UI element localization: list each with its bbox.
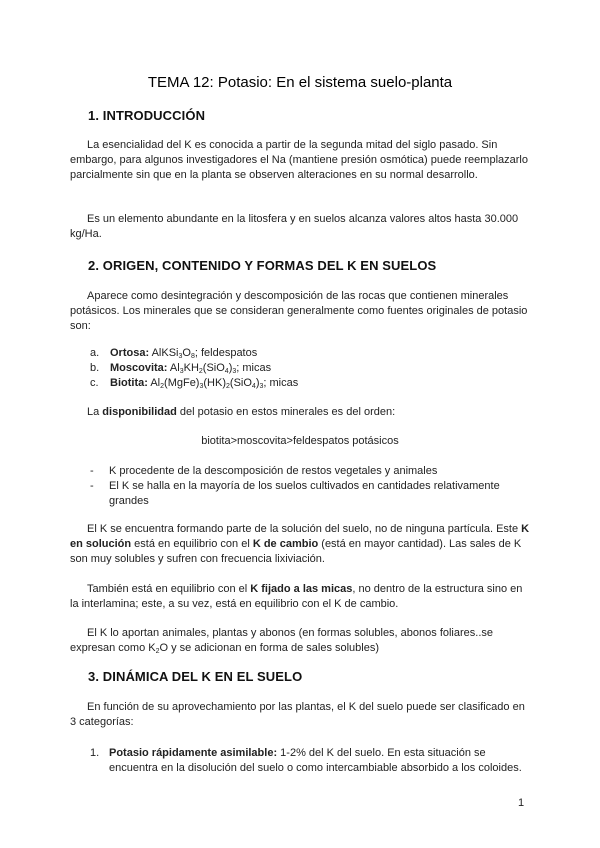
list-marker: c.: [90, 377, 99, 389]
paragraph-intro-2: [70, 212, 530, 242]
paragraph-intro-2-text: Es un elemento abundante en la litosfera y en suelos alcanza valores altos hasta 30.000 kg/Ha.: [70, 213, 519, 240]
mineral-item-text: [110, 361, 271, 376]
formula-sub: 2: [198, 368, 203, 375]
page-number: 1: [518, 797, 525, 809]
page-title: TEMA 12: Potasio: En el sistema suelo-planta: [147, 74, 453, 91]
paragraph-dinamica-1: [70, 700, 530, 730]
numbered-item-1: [109, 746, 534, 776]
formula-part: O: [182, 347, 191, 359]
text-part: El K lo aportan animales, plantas y abonos (en formas solubles, abonos foliares..se expresan como K: [70, 627, 494, 654]
text-part: 1-2% del K del suelo. En esta situación se encuentra en la disolución del suelo o como intercambiable absorbido a los coloides.: [109, 747, 522, 774]
formula-sub: 2: [226, 383, 230, 390]
text-part: (está en mayor cantidad). Las sales de K son muy solubles y sufren con frecuencia lixiviación.: [70, 538, 522, 565]
formula-part: (HK): [203, 377, 226, 389]
formula-part: AlKSi: [149, 347, 179, 359]
paragraph-k-fijado: [70, 582, 530, 612]
mineral-item-biotita: [90, 376, 490, 391]
text-part: O y se adicionan en forma de sales solubles): [159, 642, 380, 654]
formula-sub: 3: [199, 383, 204, 390]
text-part: También está en equilibrio con el: [87, 583, 251, 595]
bold-term: Potasio rápidamente asimilable:: [109, 747, 278, 759]
formula-part: Al: [167, 362, 180, 374]
mineral-item-moscovita: [90, 361, 490, 376]
bold-term: K en solución: [70, 523, 530, 550]
formula-sub: 2: [155, 648, 160, 655]
dash-item-2: El K se halla en la mayoría de los suelos cultivados en cantidades relativamente grandes: [109, 480, 500, 507]
paragraph-intro-1: [70, 138, 530, 183]
mineral-name: Ortosa:: [110, 347, 150, 359]
mineral-desc: ; micas: [263, 377, 299, 389]
dash-item-1: K procedente de la descomposición de restos vegetales y animales: [109, 465, 438, 477]
bold-term: K fijado a las micas: [250, 583, 353, 595]
heading-introduccion: 1. INTRODUCCIÓN: [88, 108, 206, 123]
text-part: del potasio en estos minerales es del orden:: [176, 406, 396, 418]
formula-sub: 2: [160, 383, 165, 390]
mineral-item-ortosa: [90, 346, 490, 361]
formula-part: KH: [183, 362, 199, 374]
formula-sub: 4: [251, 383, 256, 390]
mineral-item-text: [110, 376, 298, 391]
mineral-item-text: [110, 346, 257, 361]
text-part: La: [87, 406, 103, 418]
bold-term: disponibilidad: [102, 406, 177, 418]
formula-sub: 3: [232, 368, 237, 375]
list-marker: b.: [90, 362, 100, 374]
dash-marker: -: [90, 465, 94, 477]
mineral-name: Moscovita:: [110, 362, 168, 374]
formula-part: ): [255, 377, 260, 389]
paragraph-dinamica-1-text: En función de su aprovechamiento por las plantas, el K del suelo puede ser clasificado en 3 categorías:: [70, 701, 525, 728]
heading-origen: 2. ORIGEN, CONTENIDO Y FORMAS DEL K EN SUELOS: [88, 258, 437, 273]
formula-sub: 3: [178, 353, 183, 360]
mineral-desc: ; micas: [236, 362, 272, 374]
paragraph-k-aporte: [70, 626, 530, 656]
paragraph-origen-1-text: Aparece como desintegración y descomposición de las rocas que contienen minerales potásicos. Los minerales que se consideran generalmente como fuentes originales de potasio son:: [70, 290, 528, 332]
paragraph-k-solucion: [70, 522, 530, 567]
formula-part: (SiO: [202, 362, 225, 374]
formula-part: Al: [147, 377, 161, 389]
mineral-desc: ; feldespatos: [194, 347, 258, 359]
formula-sub: 3: [259, 383, 264, 390]
paragraph-intro-1-text: La esencialidad del K es conocida a partir de la segunda mitad del siglo pasado. Sin embargo, para algunos investigadores el Na (mantiene presión osmótica) puede reemplazarlo parcialmente sin que en la planta se observen alteraciones en su normal desarrollo.: [70, 139, 528, 181]
formula-part: (MgFe): [164, 377, 200, 389]
list-number: 1.: [90, 747, 100, 759]
heading-dinamica: 3. DINÁMICA DEL K EN EL SUELO: [88, 669, 303, 684]
paragraph-origen-1: [70, 289, 530, 334]
list-marker: a.: [90, 347, 100, 359]
bold-term: K de cambio: [252, 538, 319, 550]
text-part: , no dentro de la estructura sino en la interlamina; este, a su vez, está en equilibrio con el K de cambio.: [70, 583, 523, 610]
formula-sub: 8: [190, 353, 195, 360]
mineral-name: Biotita:: [110, 377, 148, 389]
dash-marker: -: [90, 480, 94, 492]
formula-part: (SiO: [229, 377, 252, 389]
paragraph-disponibilidad: [70, 405, 530, 420]
formula-sub: 3: [179, 368, 184, 375]
text-part: está en equilibrio con el: [131, 538, 253, 550]
potassium-order: biotita>moscovita>feldespatos potásicos: [201, 435, 399, 447]
text-part: El K se encuentra formando parte de la solución del suelo, no de ninguna partícula. Este: [87, 523, 522, 535]
formula-sub: 4: [224, 368, 229, 375]
formula-part: ): [228, 362, 233, 374]
